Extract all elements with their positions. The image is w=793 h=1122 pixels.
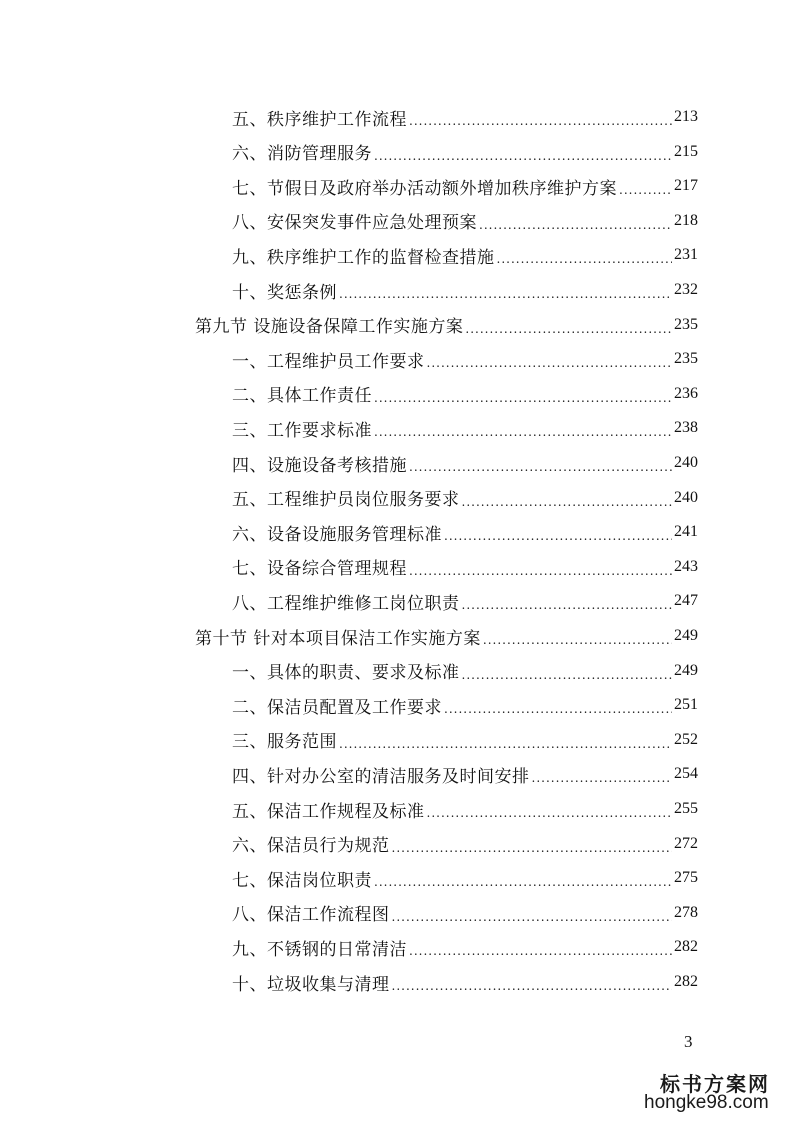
toc-entry[interactable] (232, 481, 698, 515)
toc-entry[interactable] (232, 411, 698, 445)
toc-entry-title: 十、奖惩条例 (232, 282, 337, 303)
toc-leader-dots (619, 176, 672, 196)
toc-page-number: 282 (674, 938, 698, 956)
toc-entry-title: 九、秩序维护工作的监督检查措施 (232, 247, 495, 268)
toc-section-entry[interactable] (195, 619, 698, 653)
toc-leader-dots (374, 418, 672, 438)
page-number: 3 (684, 1032, 693, 1051)
toc-leader-dots (392, 834, 673, 854)
toc-entry[interactable] (232, 100, 698, 134)
toc-page-number: 249 (674, 627, 698, 644)
toc-leader-dots (409, 557, 672, 577)
toc-page-number: 252 (674, 730, 698, 748)
toc-page-number: 213 (674, 108, 698, 125)
toc-leader-dots (427, 799, 673, 819)
watermark-site-name: 标书方案网 (660, 1072, 770, 1096)
toc-page-number: 254 (674, 765, 698, 783)
toc-leader-dots (374, 868, 672, 888)
toc-entry-title: 八、工程维护维修工岗位职责 (232, 593, 460, 614)
toc-page-number: 232 (674, 281, 698, 298)
toc-page-number: 215 (674, 142, 698, 160)
toc-leader-dots (409, 107, 672, 127)
toc-leader-dots (462, 488, 673, 508)
toc-entry[interactable] (232, 930, 698, 964)
toc-entry-title: 三、服务范围 (232, 732, 337, 753)
toc-page-number: 255 (674, 800, 698, 817)
toc-entry[interactable] (232, 515, 698, 549)
toc-entry-title: 八、安保突发事件应急处理预案 (232, 213, 477, 234)
toc-entry-title: 一、工程维护员工作要求 (232, 351, 425, 372)
toc-section-title: 第九节 设施设备保障工作实施方案 (195, 317, 464, 338)
toc-page-number: 238 (674, 419, 698, 437)
toc-leader-dots (483, 626, 672, 646)
toc-entry-title: 五、保洁工作规程及标准 (232, 801, 425, 822)
toc-entry-title: 七、保洁岗位职责 (232, 870, 372, 891)
toc-page-number: 249 (674, 661, 698, 679)
toc-entry-title: 七、节假日及政府举办活动额外增加秩序维护方案 (232, 178, 617, 199)
toc-leader-dots (427, 349, 673, 369)
toc-leader-dots (409, 937, 672, 957)
toc-leader-dots (532, 764, 673, 784)
toc-entry-title: 九、不锈钢的日常清洁 (232, 939, 407, 960)
toc-entry[interactable] (232, 896, 698, 930)
toc-entry-title: 十、垃圾收集与清理 (232, 974, 390, 995)
toc-leader-dots (392, 903, 673, 923)
toc-entry[interactable] (232, 342, 698, 376)
toc-entry[interactable] (232, 688, 698, 722)
toc-page-number: 240 (674, 488, 698, 506)
toc-entry-title: 一、具体的职责、要求及标准 (232, 663, 460, 684)
toc-entry[interactable] (232, 757, 698, 791)
toc-leader-dots (374, 384, 672, 404)
toc-entry[interactable] (232, 827, 698, 861)
toc-entry[interactable] (232, 273, 698, 307)
toc-leader-dots (444, 522, 672, 542)
toc-page-number: 272 (674, 834, 698, 852)
toc-leader-dots (462, 661, 673, 681)
toc-entry-title: 七、设备综合管理规程 (232, 559, 407, 580)
toc-entry-title: 四、设施设备考核措施 (232, 455, 407, 476)
toc-entry[interactable] (232, 204, 698, 238)
toc-entry[interactable] (232, 169, 698, 203)
toc-page-number: 241 (674, 523, 698, 541)
toc-entry[interactable] (232, 550, 698, 584)
toc-leader-dots (339, 730, 672, 750)
toc-entry-title: 六、保洁员行为规范 (232, 836, 390, 857)
toc-entry-title: 五、工程维护员岗位服务要求 (232, 490, 460, 511)
toc-leader-dots (392, 972, 673, 992)
toc-entry[interactable] (232, 135, 698, 169)
toc-page-number: 275 (674, 869, 698, 887)
toc-leader-dots (444, 695, 672, 715)
toc-page-number: 217 (674, 177, 698, 195)
toc-page-number: 278 (674, 903, 698, 921)
toc-entry-title: 八、保洁工作流程图 (232, 905, 390, 926)
toc-page-number: 247 (674, 592, 698, 610)
toc-entry-title: 五、秩序维护工作流程 (232, 109, 407, 130)
toc-page-number: 282 (674, 973, 698, 990)
toc-entry[interactable] (232, 861, 698, 895)
toc-leader-dots (374, 142, 672, 162)
toc-entry-title: 四、针对办公室的清洁服务及时间安排 (232, 766, 530, 787)
toc-entry[interactable] (232, 584, 698, 618)
toc-page-number: 218 (674, 211, 698, 229)
toc-section-title: 第十节 针对本项目保洁工作实施方案 (195, 628, 481, 649)
toc-page-number: 235 (674, 315, 698, 333)
toc-entry[interactable] (232, 965, 698, 999)
toc-section-entry[interactable] (195, 308, 698, 342)
toc-leader-dots (409, 453, 672, 473)
toc-entry-title: 六、设备设施服务管理标准 (232, 524, 442, 545)
toc-page-number: 240 (674, 454, 698, 471)
toc-entry-title: 六、消防管理服务 (232, 144, 372, 165)
toc-leader-dots (479, 211, 672, 231)
toc-entry[interactable] (232, 792, 698, 826)
toc-page-number: 231 (674, 246, 698, 264)
toc-page-number: 236 (674, 384, 698, 402)
toc-entry[interactable] (232, 446, 698, 480)
toc-entry-title: 二、具体工作责任 (232, 386, 372, 407)
toc-leader-dots (462, 591, 673, 611)
toc-entry[interactable] (232, 377, 698, 411)
toc-leader-dots (465, 315, 672, 335)
toc-leader-dots (339, 280, 672, 300)
toc-entry[interactable] (232, 723, 698, 757)
toc-page-number: 235 (674, 350, 698, 368)
toc-entry[interactable] (232, 238, 698, 272)
toc-leader-dots (497, 245, 673, 265)
toc-entry-title: 三、工作要求标准 (232, 420, 372, 441)
watermark-url: hongke98.com (644, 1092, 769, 1113)
toc-entry[interactable] (232, 654, 698, 688)
toc-page-number: 251 (674, 696, 698, 714)
toc-entry-title: 二、保洁员配置及工作要求 (232, 697, 442, 718)
toc-page-number: 243 (674, 557, 698, 575)
